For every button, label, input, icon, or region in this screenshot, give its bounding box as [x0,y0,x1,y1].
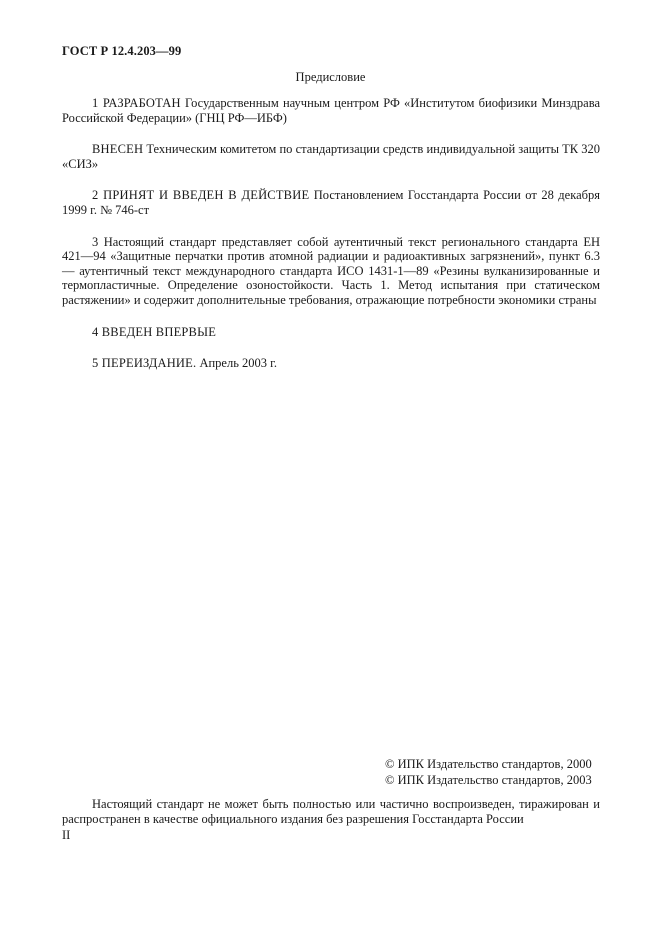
paragraph-lead: 3 [92,234,99,249]
copyright-line: © ИПК Издательство стандартов, 2000 [385,757,592,771]
paragraph-text: Техническим комитетом по стандартизации средств индивидуальной защиты ТК 320 «СИЗ» [62,142,600,171]
paragraph-text: Постановлением Госстандарта России от 28 декабря 1999 г. № 746-ст [62,188,600,217]
paragraph-lead: ВНЕСЕН [92,142,144,157]
paragraph-lead: 1 РАЗРАБОТАН [92,96,181,110]
reproduction-notice: Настоящий стандарт не может быть полностью или частично воспроизведен, тиражирован и распространен в качестве официального издания без разрешения Госстандарта России [62,797,600,826]
paragraph-developed [62,96,600,125]
page-number: II [62,828,71,842]
copyright-block [385,757,605,788]
paragraph-text: Государственным научным центром РФ «Институтом биофизики Минздрава Российской Федерации» (ГНЦ РФ—ИБФ) [62,96,600,125]
paragraph-lead: 5 ПЕРЕИЗДАНИЕ. [92,356,197,371]
paragraph-adopted [62,188,600,217]
paragraph-first-introduced [62,325,600,340]
paragraph-reissue [62,356,600,371]
preface-body [62,96,600,388]
paragraph-introduced [62,142,600,171]
paragraph-lead: 4 ВВЕДЕН ВПЕРВЫЕ [92,324,217,339]
section-title: Предисловие [295,70,366,84]
paragraph-text: Апрель 2003 г. [196,356,277,371]
paragraph-authentic-text [62,235,600,308]
copyright-line: © ИПК Издательство стандартов, 2003 [385,772,592,787]
paragraph-text: Настоящий стандарт представляет собой аутентичный текст регионального стандарта ЕН 421—94 «Защитные перчатки против атомной радиации и радиоактивных загрязнений», пункт 6.3 — аутентичный текст международного стандарта ИСО 1431-1—89 «Резины вулканизированные и термопластичные. Определение озоностойкости. Часть 1. Метод испытания при статическом растяжении» и содержит дополнительные требования, отражающие потребности экономики страны [62,234,600,307]
paragraph-lead: 2 ПРИНЯТ И ВВЕДЕН В ДЕЙСТВИЕ [92,188,310,203]
document-code: ГОСТ Р 12.4.203—99 [62,44,182,58]
